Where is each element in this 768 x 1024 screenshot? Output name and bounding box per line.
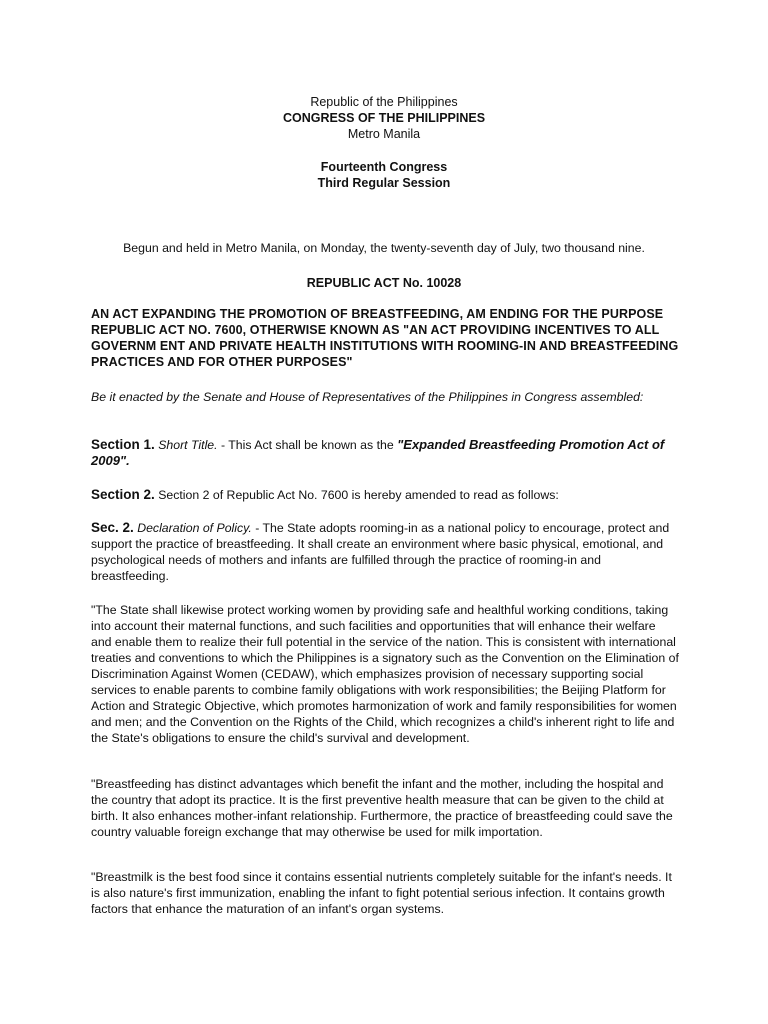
header-location: Metro Manila [347, 127, 421, 141]
document-header [0, 94, 768, 191]
paragraph-working-women: "The State shall likewise protect working women by providing safe and healthful working conditions, taking into account their maternal functions, and such facilities and opportunities that will enhance their welfare and enable them to realize their full potential in the service of the nation. This is consistent with international treaties and conventions to which the Philippines is a signatory such as the Convention on the Elimination of Discrimination Against Women (CEDAW), which emphasizes provision of necessary supporting social services to enable parents to combine family obligations with work responsibilities; the Beijing Platform for Action and Strategic Objective, which promotes harmonization of work and family responsibilities for women and men; and the Convention on the Rights of the Child, which recognizes a child's inherent right to life and the State's obligations to ensure the child's survival and development. [91, 603, 679, 745]
enacting-clause: Be it enacted by the Senate and House of Representatives of the Philippines in Congress assembled: [91, 390, 644, 404]
begun-statement: Begun and held in Metro Manila, on Monday, the twenty-seventh day of July, two thousand nine. [123, 241, 645, 255]
section-1 [91, 437, 679, 469]
section-1-text: - This Act shall be known as the [217, 438, 398, 452]
header-congress: CONGRESS OF THE PHILIPPINES [282, 111, 486, 125]
sec-2-text: - The State adopts rooming-in as a national policy to encourage, protect and support the practice of breastfeeding. It shall create an environment where basic physical, emotional, and psychological needs of mothers and infants are fulfilled through the practice of rooming-in and breastfeeding. [91, 521, 670, 583]
sec-2-heading: Declaration of Policy. [137, 521, 252, 535]
section-1-heading: Short Title. [158, 438, 218, 452]
header-republic: Republic of the Philippines [310, 95, 458, 109]
section-2-label: Section 2. [91, 487, 155, 502]
sec-2-declaration [91, 520, 679, 584]
section-2-text: Section 2 of Republic Act No. 7600 is hereby amended to read as follows: [154, 488, 559, 502]
sec-2-label: Sec. 2. [91, 520, 134, 535]
paragraph-breastfeeding-advantages: "Breastfeeding has distinct advantages which benefit the infant and the mother, including the hospital and the country that adopt its practice. It is the first preventive health measure that can be given to the child at birth. It also enhances mother-infant relationship. Furthermore, the practice of breastfeeding could save the country valuable foreign exchange that may otherwise be used for milk importation. [91, 777, 673, 839]
act-number: REPUBLIC ACT No. 10028 [306, 276, 462, 290]
header-congress-number: Fourteenth Congress [320, 160, 448, 174]
section-1-label: Section 1. [91, 437, 155, 452]
header-session: Third Regular Session [317, 176, 451, 190]
act-title: AN ACT EXPANDING THE PROMOTION OF BREASTFEEDING, AM ENDING FOR THE PURPOSE REPUBLIC ACT NO. 7600, OTHERWISE KNOWN AS "AN ACT PROVIDING INCENTIVES TO ALL GOVERNM ENT AND PRIVATE HEALTH INSTITUTIONS WITH ROOMING-IN AND BREASTFEEDING PRACTICES AND FOR OTHER PURPOSES" [91, 307, 679, 369]
section-1-act-name: "Expanded Breastfeeding Promotion Act of 2009". [91, 437, 665, 468]
section-2 [91, 487, 679, 503]
paragraph-breastmilk: "Breastmilk is the best food since it contains essential nutrients completely suitable for the infant's needs. It is also nature's first immunization, enabling the infant to fight potential serious infection. It contains growth factors that enhance the maturation of an infant's organ systems. [91, 870, 672, 916]
